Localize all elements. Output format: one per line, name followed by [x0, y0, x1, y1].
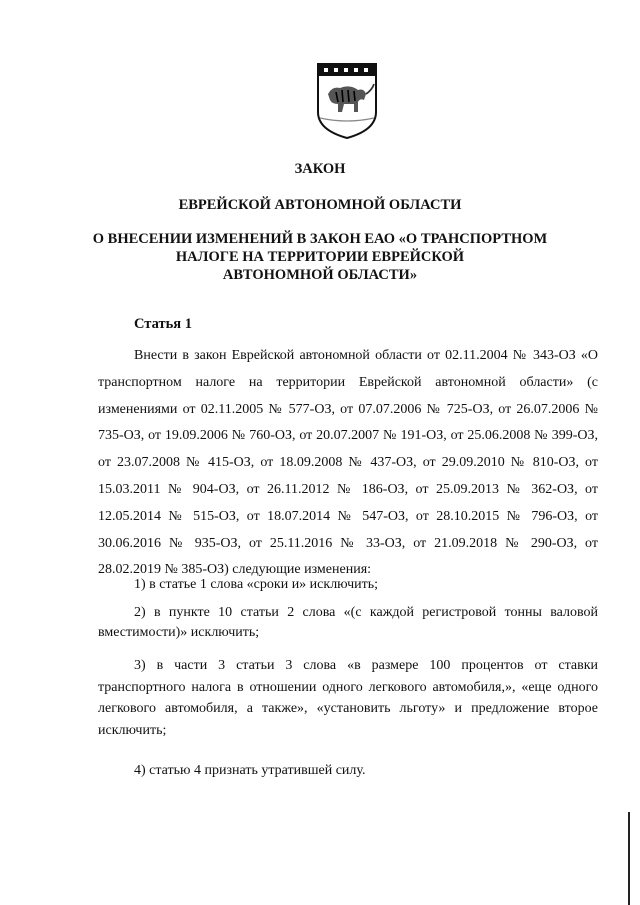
law-title-line: О ВНЕСЕНИИ ИЗМЕНЕНИЙ В ЗАКОН ЕАО «О ТРАНСПОРТНОМ: [92, 231, 548, 247]
article-intro-paragraph: Внести в закон Еврейской автономной области от 02.11.2004 № 343-ОЗ «О транспортном налоге на территории Еврейской автономной области» (с изменениями от 02.11.2005 № 577-ОЗ, от 07.07.2006 № 725-ОЗ, от 26.07.2006 № 735-ОЗ, от 19.09.2006 № 760-ОЗ, от 20.07.2007 № 191-ОЗ, от 25.06.2008 № 399-ОЗ, от 23.07.2008 № 415-ОЗ, от 18.09.2008 № 437-ОЗ, от 29.09.2010 № 810-ОЗ, от 15.03.2011 № 904-ОЗ, от 26.11.2012 № 186-ОЗ, от 25.09.2013 № 362-ОЗ, от 12.05.2014 № 515-ОЗ, от 18.07.2014 № 547-ОЗ, от 28.10.2015 № 796-ОЗ, от 30.06.2016 № 935-ОЗ, от 25.11.2016 № 33-ОЗ, от 21.09.2018 № 290-ОЗ, от 28.02.2019 № 385-ОЗ) следующие изменения:: [98, 348, 598, 578]
law-title-line: АВТОНОМНОЙ ОБЛАСТИ»: [222, 267, 418, 283]
document-type: ЗАКОН: [294, 161, 346, 177]
amendment-item: 1) в статье 1 слова «сроки и» исключить;: [134, 577, 379, 592]
scan-edge-line: [628, 812, 630, 905]
amendment-item: 3) в части 3 статьи 3 слова «в размере 100 процентов от ставки транспортного налога в отношении одного легкового автомобиля,», «еще одного легкового автомобиля, а также», «установить льготу» и предложение второе исключить;: [98, 658, 598, 738]
article-heading: Статья 1: [134, 316, 192, 332]
law-title: [0, 230, 640, 284]
coat-of-arms-tiger-icon: [314, 60, 380, 140]
amendment-item: 2) в пункте 10 статьи 2 слова «(с каждой регистровой тонны валовой вместимости)» исключить;: [98, 605, 598, 640]
law-title-line: НАЛОГЕ НА ТЕРРИТОРИИ ЕВРЕЙСКОЙ: [175, 249, 465, 265]
amendment-item: 4) статью 4 признать утратившей силу.: [134, 763, 366, 778]
region-name: ЕВРЕЙСКОЙ АВТОНОМНОЙ ОБЛАСТИ: [178, 197, 462, 213]
